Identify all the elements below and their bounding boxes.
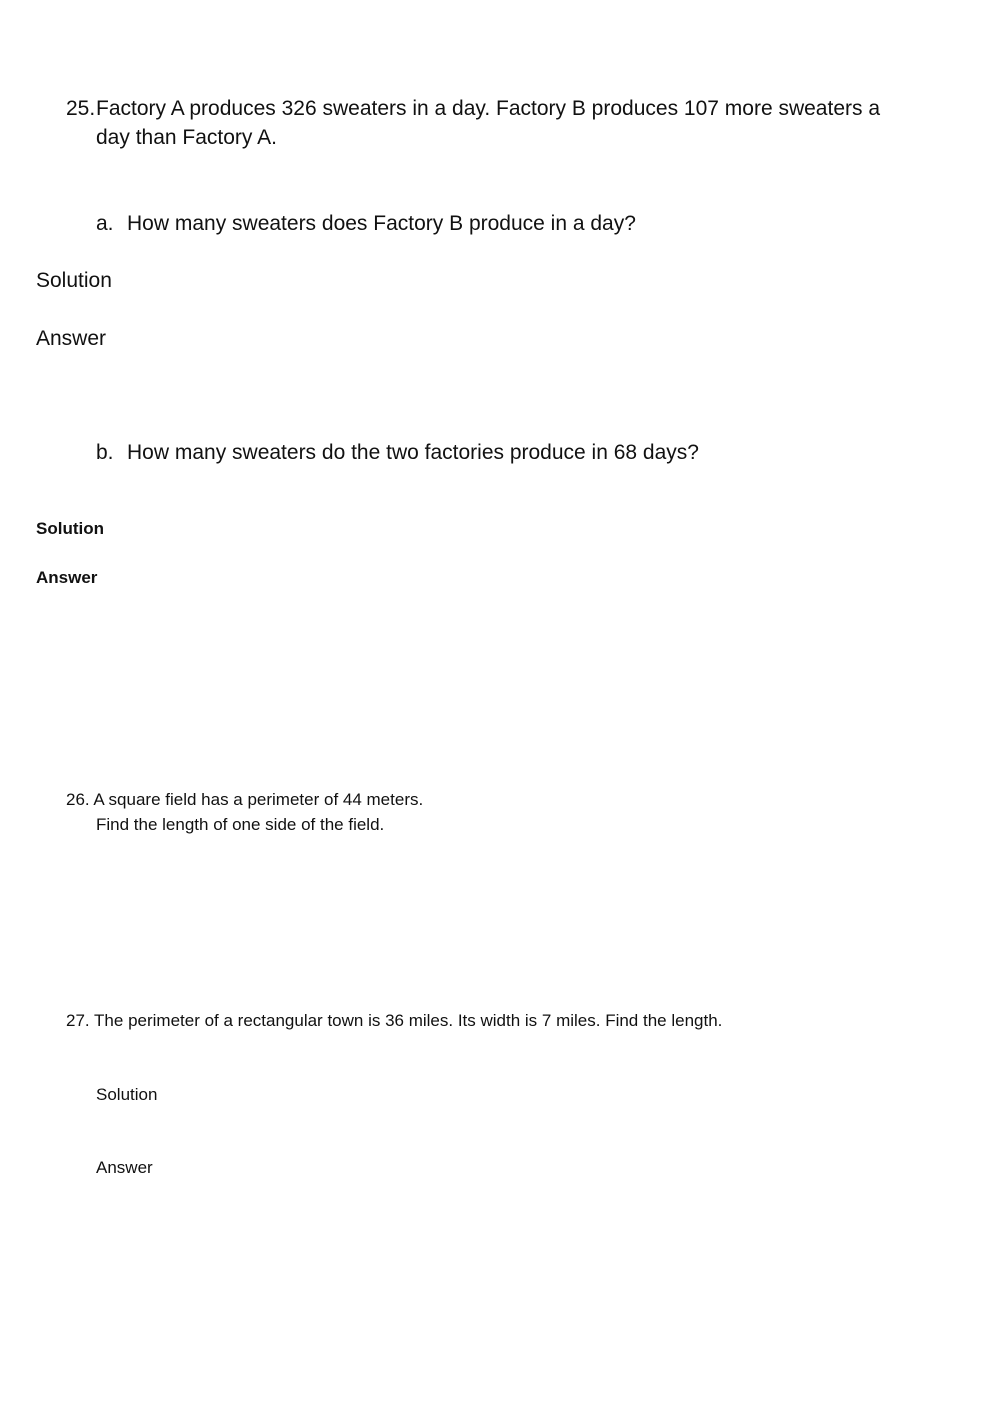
question-26-line1: 26. A square field has a perimeter of 44 meters.: [66, 790, 424, 809]
part-b-question: How many sweaters do the two factories produce in 68 days?: [127, 441, 699, 464]
question-27-text: 27. The perimeter of a rectangular town is 36 miles. Its width is 7 miles. Find the length.: [66, 1011, 723, 1030]
question-26-line2: Find the length of one side of the field.: [96, 815, 385, 834]
part-a-answer-label: Answer: [36, 327, 107, 350]
question-25-number: 25.: [66, 97, 96, 120]
question-27-solution-label: Solution: [96, 1085, 158, 1104]
question-27-answer-label: Answer: [96, 1158, 153, 1177]
part-a-solution-label: Solution: [36, 269, 112, 292]
part-b-answer-label: Answer: [36, 568, 98, 587]
part-b-solution-label: Solution: [36, 519, 104, 538]
question-25-text-line1: Factory A produces 326 sweaters in a day. Factory B produces 107 more sweaters a: [96, 97, 881, 120]
question-25-text-line2: day than Factory A.: [96, 126, 277, 149]
part-a-question: How many sweaters does Factory B produce in a day?: [127, 212, 636, 235]
part-a-label: a.: [96, 212, 114, 235]
part-b-label: b.: [96, 441, 114, 464]
